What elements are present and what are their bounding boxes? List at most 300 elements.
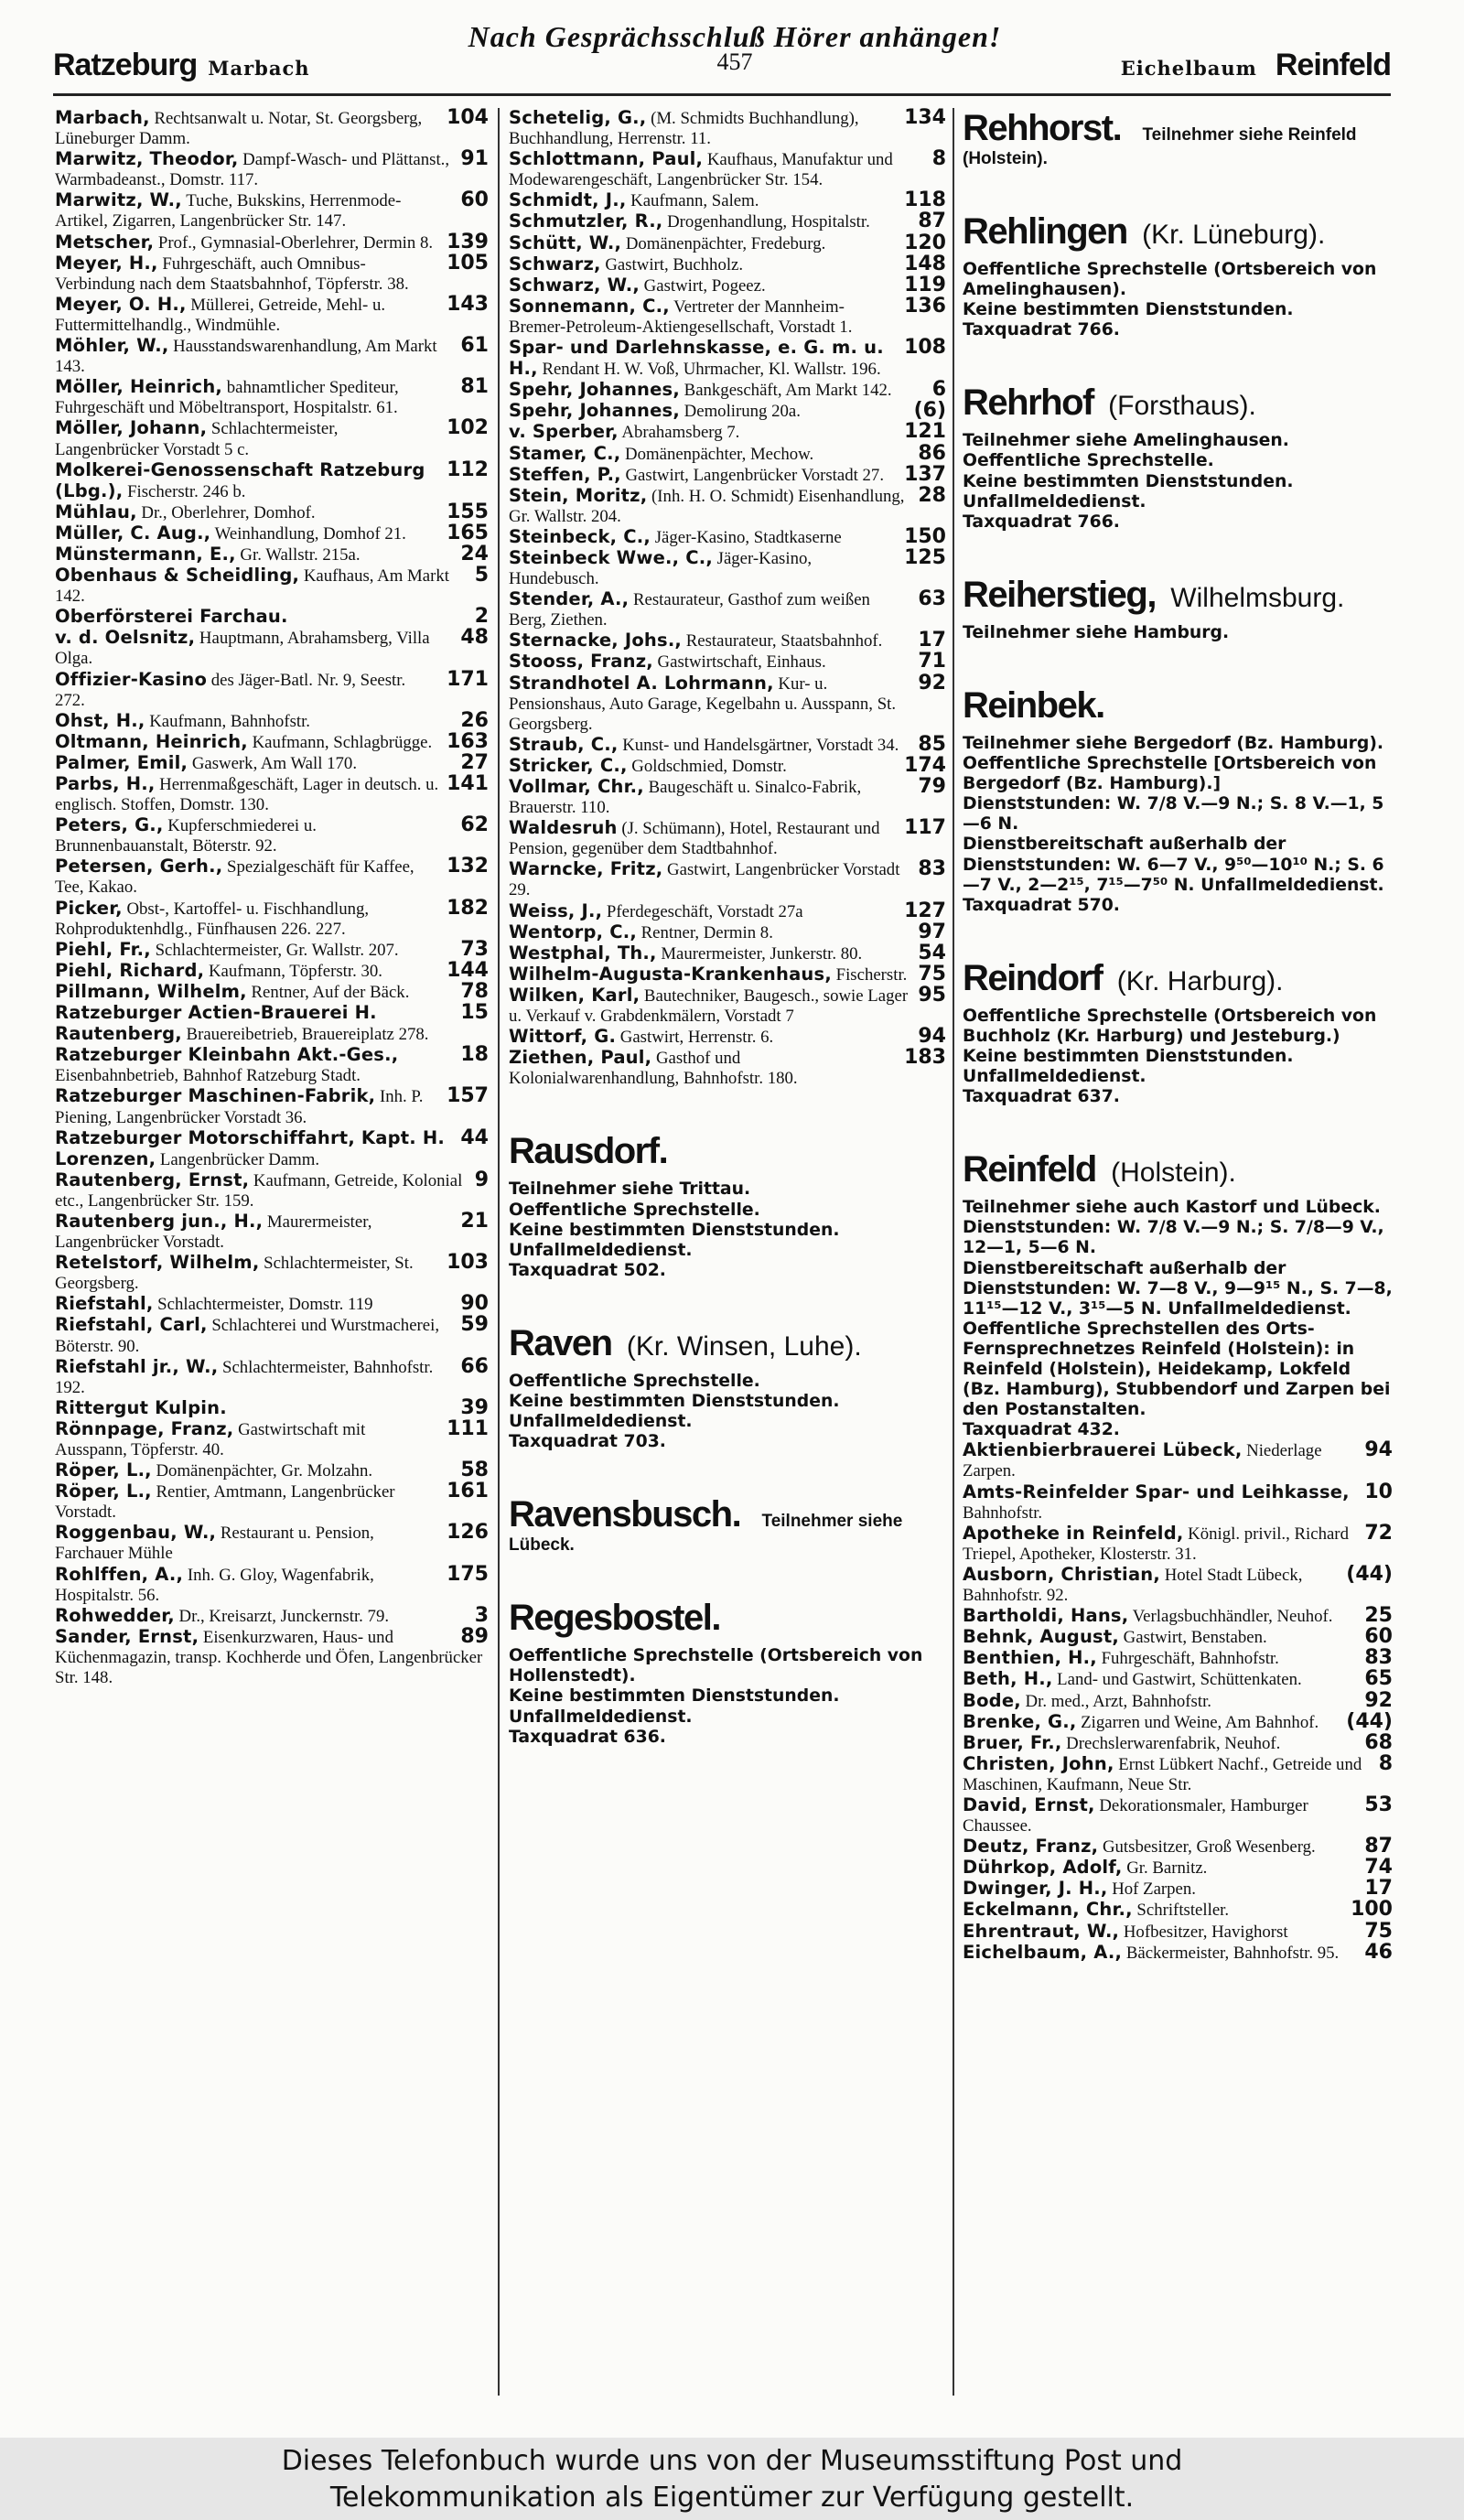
place-district: Wilhelmsburg. xyxy=(1162,582,1345,613)
listing-entry xyxy=(55,1416,489,1460)
listing-name: Schwarz, xyxy=(509,253,601,275)
phone-number: (44) xyxy=(1346,1562,1393,1586)
phone-number: 44 xyxy=(460,1125,489,1149)
listing-details: Goldschmied, Domstr. xyxy=(627,756,787,776)
listing-entry xyxy=(509,732,946,756)
listing-name: Ohst, H., xyxy=(55,709,145,731)
listing-entry xyxy=(963,1836,1393,1858)
phone-number: 120 xyxy=(904,231,946,254)
listing-details: Ernst Lübkert Nachf., Getreide und Maschinen, Kaufmann, Neue Str. xyxy=(963,1754,1362,1794)
listing-details: Kaufmann, Bahnhofstr. xyxy=(145,711,311,731)
listing-details: Bautechniker, Baugesch., sowie Lager u. Verkauf v. Grabdenkmälern, Vorstadt 7 xyxy=(509,985,909,1027)
listing-entry xyxy=(963,1606,1393,1627)
phone-number: 75 xyxy=(1364,1919,1393,1943)
phone-number: 68 xyxy=(1364,1730,1393,1754)
phone-number: 94 xyxy=(1364,1438,1393,1462)
listing-name: Bruer, Fr., xyxy=(963,1731,1062,1753)
listing-details: Rentner, Dermin 8. xyxy=(636,922,773,942)
phone-number: 92 xyxy=(1364,1688,1393,1712)
listing-entry xyxy=(55,1086,489,1127)
place-name: Rausdorf. xyxy=(509,1131,668,1172)
listing-details: Vertreter der Mannheim-Bremer-Petroleum-Aktiengesellschaft, Vorstadt 1. xyxy=(509,296,853,337)
listing-name: Marwitz, W., xyxy=(55,189,182,211)
listing-details: Rendant H. W. Voß, Uhrmacher, Kl. Wallstr. 196. xyxy=(537,360,881,380)
listing-details: (M. Schmidts Buchhandlung), Buchhandlung, Herrenstr. 11. xyxy=(509,109,859,149)
listing-entry xyxy=(55,1481,489,1523)
listing-entry xyxy=(963,1858,1393,1879)
phone-number: 161 xyxy=(447,1480,489,1503)
phone-number: 127 xyxy=(904,899,946,922)
header-left-sub: Marbach xyxy=(208,57,310,80)
phone-number: 26 xyxy=(460,708,489,732)
phone-number: 148 xyxy=(904,252,946,275)
listing-details: Inh. P. Piening, Langenbrücker Vorstadt 36. xyxy=(55,1087,424,1127)
listing-entry xyxy=(509,589,946,630)
listing-details: Drogenhandlung, Hospitalstr. xyxy=(662,212,870,232)
listing-entry xyxy=(963,1919,1393,1943)
phone-number: 171 xyxy=(447,667,489,691)
listing-name: Wittorf, G. xyxy=(509,1026,617,1048)
listing-details: Maurermeister, Langenbrücker Vorstadt. xyxy=(55,1212,372,1253)
phone-number: 73 xyxy=(460,937,489,961)
phone-number: 136 xyxy=(904,294,946,318)
listing-details: Bäckermeister, Bahnhofstr. 95. xyxy=(1122,1943,1340,1963)
phone-number: 91 xyxy=(460,147,489,171)
listing-entry xyxy=(55,544,489,565)
listing-entry xyxy=(509,859,946,900)
phone-number: 15 xyxy=(460,1001,489,1025)
listing-entry xyxy=(509,777,946,818)
phone-number: 108 xyxy=(904,336,946,360)
listing-name: Behnk, August, xyxy=(963,1626,1119,1648)
place-heading xyxy=(509,1323,946,1364)
listing-name: Röper, L., xyxy=(55,1481,152,1502)
listing-details: Schlachtermeister, Domstr. 119 xyxy=(153,1295,373,1315)
footer-line-2: Telekommunikation als Eigentümer zur Verfügung gestellt. xyxy=(329,2482,1135,2514)
listing-entry xyxy=(55,708,489,732)
phone-number: 66 xyxy=(460,1354,489,1378)
phone-number: 174 xyxy=(904,753,946,777)
phone-number: 61 xyxy=(460,334,489,358)
listing-details: Prof., Gymnasial-Oberlehrer, Dermin 8. xyxy=(154,232,434,253)
phone-number: 78 xyxy=(460,979,489,1003)
header-right-town: Reinfeld xyxy=(1275,48,1391,82)
listing-name: Stricker, C., xyxy=(509,754,628,776)
listing-entry xyxy=(55,292,489,336)
listing-details: Gastwirt, Langenbrücker Vorstadt 29. xyxy=(509,860,900,900)
listing-entry xyxy=(55,108,489,149)
listing-details: Dr., Oberlehrer, Domhof. xyxy=(136,502,316,522)
place-info-line: Keine bestimmten Dienststunden. Unfallmeldedienst. xyxy=(509,1686,840,1727)
header-right xyxy=(1121,48,1391,83)
listing-entry xyxy=(509,254,946,275)
listing-name: Marwitz, Theodor, xyxy=(55,148,239,170)
listing-details: Kaufmann, Getreide, Kolonial etc., Langenbrücker Str. 159. xyxy=(55,1170,463,1211)
listing-name: Deutz, Franz, xyxy=(963,1836,1099,1858)
listing-entry xyxy=(55,149,489,190)
listing-entry xyxy=(509,422,946,443)
phone-number: 28 xyxy=(918,483,946,507)
listing-name: Steffen, P., xyxy=(509,463,621,485)
place-district: (Kr. Winsen, Luhe). xyxy=(619,1330,862,1362)
listing-details: Herrenmaßgeschäft, Lager in deutsch. u. englisch. Stoffen, Domstr. 130. xyxy=(55,775,439,815)
listing-name: David, Ernst, xyxy=(963,1793,1095,1815)
listing-details: Langenbrücker Damm. xyxy=(156,1149,320,1169)
listing-name: Eckelmann, Chr., xyxy=(963,1899,1133,1921)
phone-number: 59 xyxy=(460,1313,489,1337)
listing-entry xyxy=(55,253,489,295)
phone-number: 21 xyxy=(460,1209,489,1233)
listing-entry xyxy=(963,1562,1393,1606)
listing-name: Straub, C., xyxy=(509,733,619,755)
listing-details: Restaurant u. Pension, Farchauer Mühle xyxy=(55,1524,374,1564)
listing-entry xyxy=(55,628,489,669)
listing-entry xyxy=(55,750,489,774)
listing-details: Königl. privil., Richard Triepel, Apotheker, Klosterstr. 31. xyxy=(963,1524,1349,1564)
listing-entry xyxy=(963,1482,1393,1524)
phone-number: 63 xyxy=(918,587,946,611)
listing-entry xyxy=(509,524,946,548)
listing-details: Niederlage Zarpen. xyxy=(963,1441,1322,1481)
phone-number: 46 xyxy=(1364,1940,1393,1964)
place-info-line: Taxquadrat 636. xyxy=(509,1727,666,1747)
listing-details: Drechslerwarenfabrik, Neuhof. xyxy=(1061,1733,1281,1753)
phone-number: 143 xyxy=(447,292,489,316)
listing-entry xyxy=(509,190,946,211)
place-district: (Kr. Harburg). xyxy=(1109,965,1284,996)
listing-details: Gastwirt, Herrenstr. 6. xyxy=(616,1028,774,1048)
listing-name: Ratzeburger Kleinbahn Akt.-Ges., xyxy=(55,1044,399,1066)
phone-number: 139 xyxy=(447,230,489,253)
listing-name: Wilken, Karl, xyxy=(509,984,640,1006)
phone-number: 58 xyxy=(460,1459,489,1482)
listing-name: Riefstahl, Carl, xyxy=(55,1314,208,1336)
listing-name: Ausborn, Christian, xyxy=(963,1563,1160,1585)
place-heading xyxy=(963,575,1393,616)
phone-number: 86 xyxy=(918,441,946,465)
listing-name: Möller, Heinrich, xyxy=(55,376,223,398)
place-name: Reinfeld xyxy=(963,1149,1096,1190)
phone-number: 134 xyxy=(904,106,946,129)
phone-number: 17 xyxy=(918,629,946,652)
phone-number: 83 xyxy=(918,857,946,881)
listing-name: Müller, C. Aug., xyxy=(55,522,211,544)
listing-name: Brenke, G., xyxy=(963,1710,1077,1732)
listing-name: Rautenberg jun., H., xyxy=(55,1210,264,1232)
phone-number: 175 xyxy=(447,1562,489,1586)
listing-entry xyxy=(55,1523,489,1564)
listing-details: Inh. G. Gloy, Wagenfabrik, Hospitalstr. 56. xyxy=(55,1565,374,1605)
phone-number: 157 xyxy=(447,1084,489,1108)
listing-name: Röper, L., xyxy=(55,1459,152,1481)
phone-number: 53 xyxy=(1364,1793,1393,1816)
listing-entry xyxy=(55,460,489,502)
listing-name: Stooss, Franz, xyxy=(509,651,653,673)
place-info-line: Teilnehmer siehe auch Kastorf und Lübeck. xyxy=(963,1198,1381,1218)
listing-name: Christen, John, xyxy=(963,1752,1114,1774)
listing-details: Restaurateur, Gasthof zum weißen Berg, Ziethen. xyxy=(509,590,870,630)
listing-details: Fischerstr. 246 b. xyxy=(123,481,246,501)
place-info-line: Taxquadrat 637. xyxy=(963,1087,1120,1107)
listing-entry xyxy=(963,1521,1393,1565)
listing-details: Tuche, Bukskins, Herrenmode-Artikel, Zigarren, Langenbrücker Str. 147. xyxy=(55,191,402,232)
phone-number: 155 xyxy=(447,500,489,523)
listing-entry xyxy=(55,418,489,459)
phone-number: 48 xyxy=(460,626,489,650)
listing-details: Gastwirt, Benstaben. xyxy=(1118,1628,1267,1648)
listing-details: Kaufmann, Schlagbrügge. xyxy=(247,732,433,752)
listing-details: Spezialgeschäft für Kaffee, Tee, Kakao. xyxy=(55,857,414,898)
place-info-line: Keine bestimmten Dienststunden. Unfallmeldedienst. xyxy=(963,1046,1294,1087)
listing-name: Rönnpage, Franz, xyxy=(55,1417,234,1439)
listing-name: Strandhotel A. Lohrmann, xyxy=(509,672,774,694)
listing-entry xyxy=(509,1027,946,1048)
phone-number: 182 xyxy=(447,896,489,920)
phone-number: 111 xyxy=(447,1416,489,1440)
listing-name: Münstermann, E., xyxy=(55,543,236,565)
phone-number: 103 xyxy=(447,1251,489,1275)
listing-name: Molkerei-Genossenschaft Ratzeburg (Lbg.), xyxy=(55,458,425,501)
listing-entry xyxy=(55,856,489,898)
listing-details: (Inh. H. O. Schmidt) Eisenhandlung, Gr. Wallstr. 204. xyxy=(509,486,905,526)
listing-name: Riefstahl jr., W., xyxy=(55,1355,219,1377)
listing-details: Rechtsanwalt u. Notar, St. Georgsberg, Lüneburger Damm. xyxy=(55,109,423,149)
listing-details: Kur- u. Pensionshaus, Auto Garage, Kegelbahn u. Ausspann, St. Georgsberg. xyxy=(509,673,897,734)
listing-details: Verlagsbuchhändler, Neuhof. xyxy=(1128,1607,1333,1627)
listing-details: Obst-, Kartoffel- u. Fischhandlung, Rohproduktenhdlg., Fünfhausen 226. 227. xyxy=(55,899,370,939)
listing-entry xyxy=(963,1627,1393,1648)
listing-name: Wentorp, C., xyxy=(509,921,637,942)
header-left xyxy=(53,48,310,83)
place-info-line: Taxquadrat 432. xyxy=(963,1420,1120,1440)
page-number: 457 xyxy=(716,48,753,75)
listing-name: Steinbeck, C., xyxy=(509,525,651,547)
phone-number: 87 xyxy=(918,210,946,233)
place-info-line: Teilnehmer siehe Amelinghausen. xyxy=(963,431,1289,451)
listing-name: v. Sperber, xyxy=(509,421,619,443)
listing-name: Piehl, Fr., xyxy=(55,938,151,960)
phone-number: 27 xyxy=(460,750,489,774)
listing-entry xyxy=(55,1624,489,1688)
place-info-line: Keine bestimmten Dienststunden. Unfallmeldedienst. xyxy=(963,471,1294,512)
place-info-line: Oeffentliche Sprechstelle (Ortsbereich von Amelinghausen). xyxy=(963,260,1377,300)
phone-number: 95 xyxy=(918,983,946,1007)
phone-number: 100 xyxy=(1351,1898,1393,1922)
phone-number: 17 xyxy=(1364,1877,1393,1901)
listing-entry xyxy=(55,1460,489,1481)
listing-name: Offizier-Kasino xyxy=(55,668,208,690)
listing-name: Meyer, O. H., xyxy=(55,293,187,315)
phone-number: 81 xyxy=(460,375,489,399)
listing-name: Peters, G., xyxy=(55,814,164,836)
listing-entry xyxy=(55,979,489,1003)
listing-entry xyxy=(963,1688,1393,1712)
listing-entry xyxy=(963,1879,1393,1900)
listing-name: Petersen, Gerh., xyxy=(55,856,223,878)
phone-number: 8 xyxy=(931,147,946,171)
place-info-line: Teilnehmer siehe Trittau. xyxy=(509,1179,751,1200)
header-right-sub: Eichelbaum xyxy=(1120,57,1257,80)
listing-details: Rentier, Amtmann, Langenbrücker Vorstadt. xyxy=(55,1482,395,1523)
listing-entry xyxy=(55,377,489,418)
listing-name: Pillmann, Wilhelm, xyxy=(55,980,247,1002)
listing-name: Stamer, C., xyxy=(509,442,621,464)
listing-details: Abrahamsberg 7. xyxy=(618,423,740,443)
listing-details: Restaurateur, Staatsbahnhof. xyxy=(682,631,883,652)
listing-details: Müllerei, Getreide, Mehl- u. Futtermittelhandlg., Windmühle. xyxy=(55,295,386,335)
listing-entry xyxy=(509,901,946,922)
listing-name: Steinbeck Wwe., C., xyxy=(509,546,713,568)
listing-entry xyxy=(509,211,946,232)
listing-entry xyxy=(55,937,489,961)
header-slogan: Nach Gesprächsschluß Hörer anhängen! xyxy=(468,20,1002,53)
phone-number: 183 xyxy=(904,1046,946,1070)
place-district: (Kr. Lüneburg). xyxy=(1134,220,1326,250)
listing-details: Kupferschmiederei u. Brunnenbauanstalt, Böterstr. 92. xyxy=(55,816,317,856)
listing-entry xyxy=(509,338,946,380)
place-info-line: Oeffentliche Sprechstelle [Ortsbereich von Bergedorf (Bz. Hamburg).] xyxy=(963,754,1377,794)
listing-details: Baugeschäft u. Sinalco-Fabrik, Brauerstr. 110. xyxy=(509,778,862,818)
listing-entry xyxy=(963,1648,1393,1669)
listing-details: Gastwirt, Pogeez. xyxy=(639,275,766,296)
listing-name: Aktienbierbrauerei Lübeck, xyxy=(963,1439,1243,1461)
listing-name: Rittergut Kulpin. xyxy=(55,1396,227,1418)
listing-entry xyxy=(509,296,946,338)
listing-entry xyxy=(55,1603,489,1627)
listing-name: Meyer, H., xyxy=(55,252,158,274)
listing-entry xyxy=(55,502,489,523)
listing-details: Hotel Stadt Lübeck, Bahnhofstr. 92. xyxy=(963,1565,1303,1606)
listing-entry xyxy=(55,1003,489,1045)
listing-details: bahnamtlicher Spediteur, Fuhrgeschäft und Möbeltransport, Hospitalstr. 61. xyxy=(55,378,399,418)
listing-name: Warncke, Fritz, xyxy=(509,858,663,880)
listing-entry xyxy=(509,462,946,486)
listing-details: Dr. med., Arzt, Bahnhofstr. xyxy=(1020,1691,1211,1711)
listing-name: Rautenberg, Ernst, xyxy=(55,1168,250,1190)
listing-entry xyxy=(55,1354,489,1398)
phone-number: 118 xyxy=(904,188,946,212)
place-heading xyxy=(509,1598,946,1639)
phone-number: 163 xyxy=(447,729,489,753)
column-divider xyxy=(953,108,954,2396)
listing-entry xyxy=(963,1751,1393,1795)
listing-name: Benthien, H., xyxy=(963,1647,1097,1669)
listing-entry xyxy=(509,401,946,422)
listing-entry xyxy=(509,922,946,943)
place-info-line: Dienstbereitschaft außerhalb der Dienststunden: W. 6—7 V., 9⁵⁰—10¹⁰ N.; S. 6—7 V., 2—2¹⁵, 7¹⁵—7⁵⁰ N. Unfallmeldedienst. xyxy=(963,835,1384,895)
phone-number: (44) xyxy=(1346,1709,1393,1733)
listing-details: Kaufmann, Töpferstr. 30. xyxy=(204,961,382,981)
place-heading xyxy=(509,1131,946,1172)
listing-details: Schlachtermeister, St. Georgsberg. xyxy=(55,1254,414,1294)
place-info-line: Oeffentliche Sprechstelle (Ortsbereich von Buchholz (Kr. Harburg) und Jesteburg.) xyxy=(963,1006,1377,1046)
listing-details: Hausstandswarenhandlung, Am Markt 143. xyxy=(55,337,437,377)
listing-name: Rohwedder, xyxy=(55,1604,175,1626)
listing-details: Dampf-Wasch- und Plättanst., Warmbadeanst., Domstr. 117. xyxy=(55,150,450,190)
listing-details: Schlachterei und Wurstmacherei, Böterstr. 90. xyxy=(55,1316,440,1356)
phone-number: 10 xyxy=(1364,1480,1393,1503)
listing-name: Stender, A., xyxy=(509,588,630,610)
listing-entry xyxy=(509,630,946,652)
listing-entry xyxy=(509,985,946,1027)
listing-entry xyxy=(963,1440,1393,1481)
phone-number: 65 xyxy=(1364,1667,1393,1691)
phone-number: 85 xyxy=(918,732,946,756)
listing-name: Spehr, Johannes, xyxy=(509,400,680,422)
place-note: Teilnehmer siehe Lübeck. xyxy=(509,1512,903,1556)
listing-name: Bartholdi, Hans, xyxy=(963,1605,1129,1627)
listing-details: Fuhrgeschäft, Bahnhofstr. xyxy=(1096,1649,1279,1669)
place-name: Reinbek. xyxy=(963,684,1104,726)
listing-entry xyxy=(55,1125,489,1170)
phone-number: 92 xyxy=(918,671,946,695)
listing-details: Zigarren und Weine, Am Bahnhof. xyxy=(1076,1712,1319,1732)
phone-number: 18 xyxy=(460,1043,489,1067)
listing-details: Fischerstr. xyxy=(831,964,908,985)
listing-entry xyxy=(509,753,946,777)
listing-details: Gr. Barnitz. xyxy=(1122,1858,1208,1879)
listing-entry xyxy=(55,815,489,856)
listing-entry xyxy=(509,275,946,296)
place-name: Raven xyxy=(509,1322,612,1363)
listing-details: Gastwirt, Buchholz. xyxy=(600,254,744,275)
listing-name: Möller, Johann, xyxy=(55,417,208,439)
header-rule xyxy=(53,93,1391,96)
phone-number: 79 xyxy=(918,775,946,798)
place-heading xyxy=(963,211,1393,253)
place-info-line: Oeffentliche Sprechstelle. xyxy=(963,451,1214,471)
listing-name: Ratzeburger Maschinen-Fabrik, xyxy=(55,1085,376,1107)
phone-number: 74 xyxy=(1364,1856,1393,1879)
phone-number: 75 xyxy=(918,962,946,985)
listing-details: Bahnhofstr. xyxy=(963,1502,1043,1523)
place-info-line: Teilnehmer siehe Bergedorf (Bz. Hamburg). xyxy=(963,733,1384,753)
listing-details: Gasthof und Kolonialwarenhandlung, Bahnhofstr. 180. xyxy=(509,1049,798,1089)
listing-name: Picker, xyxy=(55,897,123,919)
listing-name: Schütt, W., xyxy=(509,232,622,253)
listing-name: Retelstorf, Wilhelm, xyxy=(55,1252,260,1274)
listing-name: Amts-Reinfelder Spar- und Leihkasse, xyxy=(963,1481,1350,1502)
place-heading xyxy=(963,108,1393,169)
place-name: Reindorf xyxy=(963,957,1103,998)
place-info-line: Dienstbereitschaft außerhalb der Dienststunden: W. 7—8 V., 9—9¹⁵ N., S. 7—8, 11¹⁵—12 V., 3¹⁵—5 N. Unfallmeldedienst. xyxy=(963,1258,1393,1319)
listing-entry xyxy=(55,774,489,815)
listing-details: Maurermeister, Junkerstr. 80. xyxy=(656,943,863,964)
phone-number: 3 xyxy=(474,1603,489,1627)
place-info-line: Oeffentliche Sprechstelle. xyxy=(509,1200,760,1220)
listing-entry xyxy=(963,1900,1393,1921)
place-info-line: Taxquadrat 766. xyxy=(963,512,1120,532)
listing-entry xyxy=(963,1940,1393,1964)
listing-details: Dr., Kreisarzt, Junckernstr. 79. xyxy=(174,1606,390,1626)
phone-number: 83 xyxy=(1364,1646,1393,1670)
listing-name: Schetelig, G., xyxy=(509,107,647,128)
place-heading xyxy=(509,1494,946,1556)
place-info-line: Keine bestimmten Dienststunden. xyxy=(963,300,1294,320)
listing-entry xyxy=(55,565,489,607)
phone-number: 125 xyxy=(904,545,946,569)
listing-details: Domänenpächter, Gr. Molzahn. xyxy=(151,1461,373,1481)
place-info-line: Taxquadrat 570. xyxy=(963,895,1120,915)
listing-details: Schriftsteller. xyxy=(1132,1901,1230,1921)
listing-details: Hauptmann, Abrahamsberg, Villa Olga. xyxy=(55,629,430,669)
listing-name: Eichelbaum, A., xyxy=(963,1941,1123,1963)
column-2 xyxy=(509,108,946,1748)
listing-details: Demolirung 20a. xyxy=(679,402,801,422)
listing-details: Rentner, Auf der Bäck. xyxy=(246,982,410,1002)
listing-name: Roggenbau, W., xyxy=(55,1522,217,1544)
place-info-line: Dienststunden: W. 7/8 V.—9 N.; S. 7/8—9 V., 12—1, 5—6 N. xyxy=(963,1218,1384,1258)
